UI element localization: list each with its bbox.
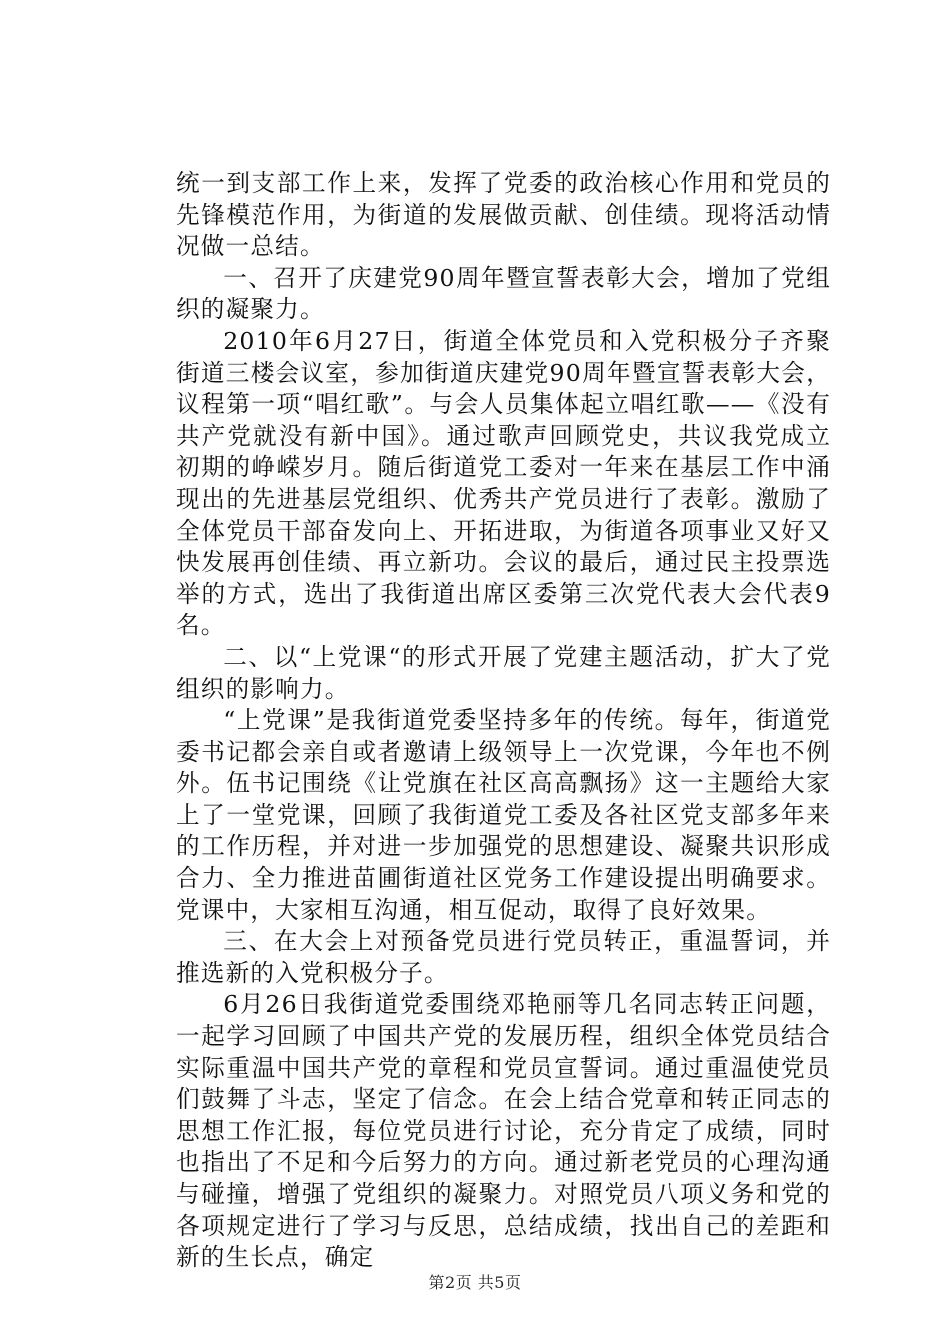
section-heading-1: 一、召开了庆建党90周年暨宣誓表彰大会，增加了党组织的凝聚力。 (176, 263, 831, 324)
document-body (176, 168, 831, 1274)
section-heading-3: 三、在大会上对预备党员进行党员转正，重温誓词，并推选新的入党积极分子。 (176, 927, 831, 987)
page-number-footer: 第2页 共5页 (428, 1273, 522, 1292)
paragraph-intro-continuation: 统一到支部工作上来，发挥了党委的政治核心作用和党员的先锋模范作用，为街道的发展做贡献、创佳绩。现将活动情况做一总结。 (176, 169, 831, 261)
paragraph-section-2: “上党课”是我街道党委坚持多年的传统。每年，街道党委书记都会亲自或者邀请上级领导上一次党课，今年也不例外。伍书记围绕《让党旗在社区高高飘扬》这一主题给大家上了一堂党课，回顾了我街道党工委及各社区党支部多年来的工作历程，并对进一步加强党的思想建设、凝聚共识形成合力、全力推进苗圃街道社区党务工作建设提出明确要求。党课中，大家相互沟通，相互促动，取得了良好效果。 (176, 706, 831, 924)
paragraph-section-1: 2010年6月27日，街道全体党员和入党积极分子齐聚街道三楼会议室，参加街道庆建党90周年暨宣誓表彰大会，议程第一项“唱红歌”。与会人员集体起立唱红歌——《没有共产党就没有新中国》。通过歌声回顾党史，共议我党成立初期的峥嵘岁月。随后街道党工委对一年来在基层工作中涌现出的先进基层党组织、优秀共产党员进行了表彰。激励了全体党员干部奋发向上、开拓进取，为街道各项事业又好又快发展再创佳绩、再立新功。会议的最后，通过民主投票选举的方式，选出了我街道出席区委第三次党代表大会代表9名。 (176, 326, 831, 640)
section-heading-2: 二、以“上党课“的形式开展了党建主题活动，扩大了党组织的影响力。 (176, 642, 831, 703)
paragraph-section-3: 6月26日我街道党委围绕邓艳丽等几名同志转正问题，一起学习回顾了中国共产党的发展历程，组织全体党员结合实际重温中国共产党的章程和党员宣誓词。通过重温使党员们鼓舞了斗志，坚定了信念。在会上结合党章和转正同志的思想工作汇报，每位党员进行讨论，充分肯定了成绩，同时也指出了不足和今后努力的方向。通过新老党员的心理沟通与碰撞，增强了党组织的凝聚力。对照党员八项义务和党的各项规定进行了学习与反思，总结成绩，找出自己的差距和新的生长点，确定 (176, 990, 831, 1272)
